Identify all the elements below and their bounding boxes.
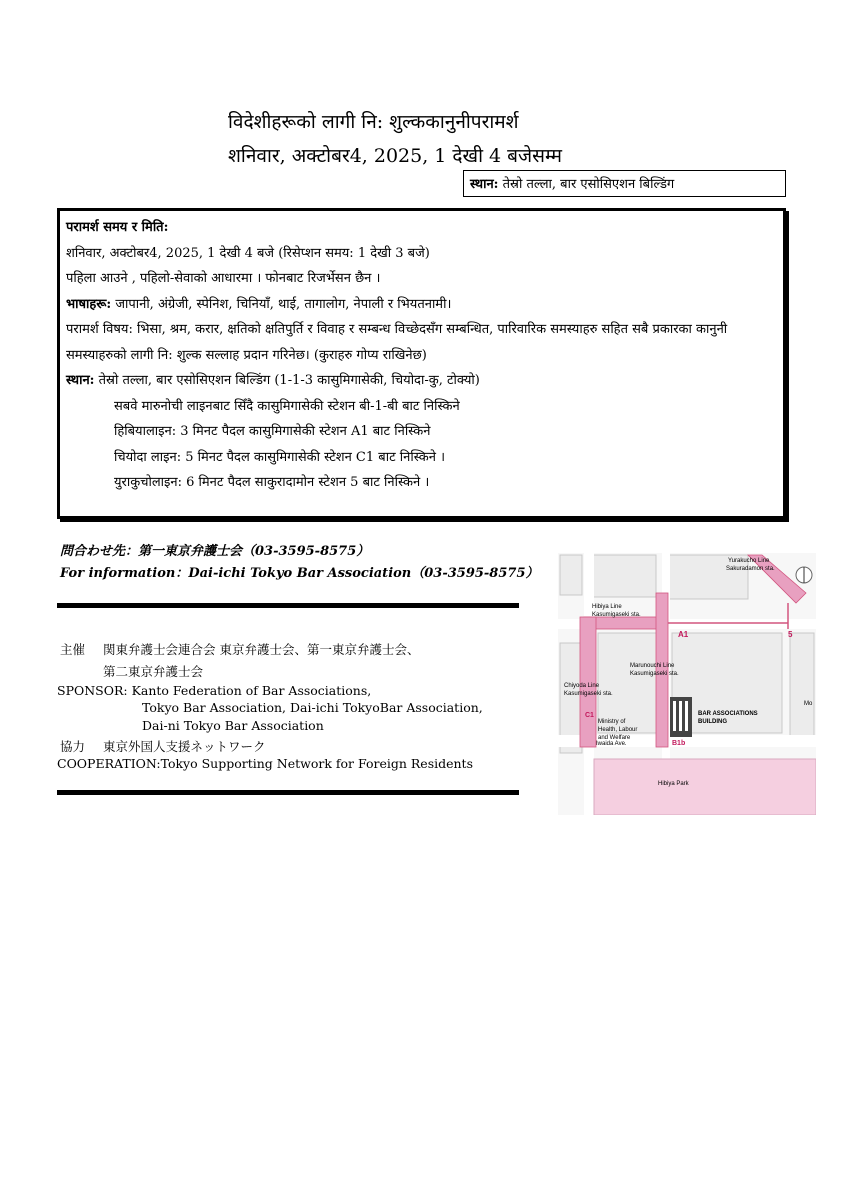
time-text: शनिवार, अक्टोबर4, 2025, 1 देखी 4 बजे (रिसेप्शन समय: 1 देखी 3 बजे) [66,245,430,261]
place-label: स्थान: [66,373,95,388]
contact-jp: 問合わせ先：第一東京弁護士会（03-3595-8575） [60,544,370,559]
map-label: Kasumigaseki sta. [630,671,679,677]
sponsor-jp-line-2: 第二東京弁護士会 [103,664,204,679]
map-label: Ministry of [598,719,626,725]
map-exit-label: A1 [678,630,689,639]
place-line [66,368,777,394]
title-line-2: शनिवार, अक्टोबर4, 2025, 1 देखी 4 बजेसम्म [228,145,562,167]
map-label: Mo [804,701,813,707]
map-exit-label: B1b [672,740,686,747]
map-label: Chiyoda Line [564,683,600,689]
contact-en-value: Dai-ichi Tokyo Bar Association（03-3595-8575） [188,566,539,581]
contact-en [60,562,539,581]
map-exit-label: 5 [788,630,793,639]
map-label: Kasumigaseki sta. [592,612,641,618]
title-line-1: विदेशीहरूको लागी नि: शुल्ककानुनीपरामर्श [228,111,519,133]
venue-label: स्थान: [470,177,499,192]
direction-yurakucho: युराकुचोलाइन: 6 मिनट पैदल साकुरादामोन स्टेशन 5 बाट निस्किने । [114,475,430,490]
time-heading: परामर्श समय र मिति: [66,220,169,235]
sponsor-jp-label: 主催 [60,642,86,657]
place-text: तेस्रो तल्ला, बार एसोसिएशन बिल्डिंग (1-1-3 कासुमिगासेकी, चियोदा-कु, टोक्यो) [94,373,480,388]
map-label: BUILDING [698,719,727,725]
coop-jp-value: 東京外国人支援ネットワーク [103,739,266,754]
venue-value: तेस्रो तल्ला, बार एसोसिएशन बिल्डिंग [498,177,675,192]
venue-box [463,170,786,197]
details-box [57,208,786,519]
coop-jp-label: 協力 [60,739,86,754]
sponsor-en-line-2: Tokyo Bar Association, Dai-ichi TokyoBar Association, [142,700,483,715]
contact-en-label: For information： [60,566,189,581]
building-window [673,701,676,731]
map-route-marunouchi [656,593,668,747]
map-label: Sakuradamon sta. [726,566,775,572]
direction-hibiya: हिबियालाइन: 3 मिनट पैदल कासुमिगासेकी स्टेशन A1 बाट निस्किने [114,424,431,439]
divider-top [57,603,519,608]
map-park [594,759,816,815]
map-label: Yurakucho Line [728,558,770,564]
first-come-text: पहिला आउने , पहिलो-सेवाको आधारमा । फोनबाट रिजर्भेसन छैन । [66,271,381,286]
map-label: Marunouchi Line [630,663,675,669]
sponsor-en-label: SPONSOR: [57,683,128,698]
map-label: Health, Labour [598,727,638,733]
sponsor-en-line-3: Dai-ni Tokyo Bar Association [142,718,324,733]
map-label: Hibiya Line [592,604,622,610]
languages-label: भाषाहरू: [66,296,112,312]
map-label: and Welfare [598,735,631,741]
divider-bottom [57,790,519,795]
map-label: BAR ASSOCIATIONS [698,711,758,717]
coop-en-line [57,756,473,771]
subjects-text: परामर्श विषय: भिसा, श्रम, करार, क्षतिको क्षतिपुर्ति र विवाह र सम्बन्ध विच्छेदसँग सम्बन्धित, पारिवारिक समस्याहरु सहित सबै प्रकारका कानुनी समस्याहरुको लागी नि: शुल्क सल्लाह प्रदान गरिनेछ। (कुराहरु गोप्य राखिनेछ) [66,322,728,363]
map-label: Iwaida Ave. [596,741,627,747]
map-exit-label: C1 [585,712,594,719]
map-label: Kasumigaseki sta. [564,691,613,697]
sponsor-en-line-1 [57,683,371,698]
map-block [560,555,582,595]
coop-en-value: Tokyo Supporting Network for Foreign Residents [160,756,473,771]
direction-chiyoda: चियोदा लाइन: 5 मिनट पैदल कासुमिगासेकी स्टेशन C1 बाट निस्किने । [114,449,446,465]
building-window [679,701,682,731]
sponsor-jp-line-1: 関東弁護士会連合会 東京弁護士会、第一東京弁護士会、 [103,642,420,657]
sponsor-en-value-1: Kanto Federation of Bar Associations, [127,683,372,698]
building-window [685,701,688,731]
coop-en-label: COOPERATION: [57,756,161,771]
languages-text: जापानी, अंग्रेजी, स्पेनिश, चिनियाँ, थाई, तागालोग, नेपाली र भियतनामी। [111,296,452,312]
languages-line [66,292,777,318]
map-route-chiyoda [580,617,596,747]
location-map [558,553,816,815]
map-block [598,633,660,733]
map-block [588,555,656,597]
map-label: Hibiya Park [658,781,689,787]
map-block [790,633,814,743]
direction-marunouchi: सबवे मारुनोची लाइनबाट सिँदै कासुमिगासेकी स्टेशन बी-1-बी बाट निस्किने [114,398,460,414]
